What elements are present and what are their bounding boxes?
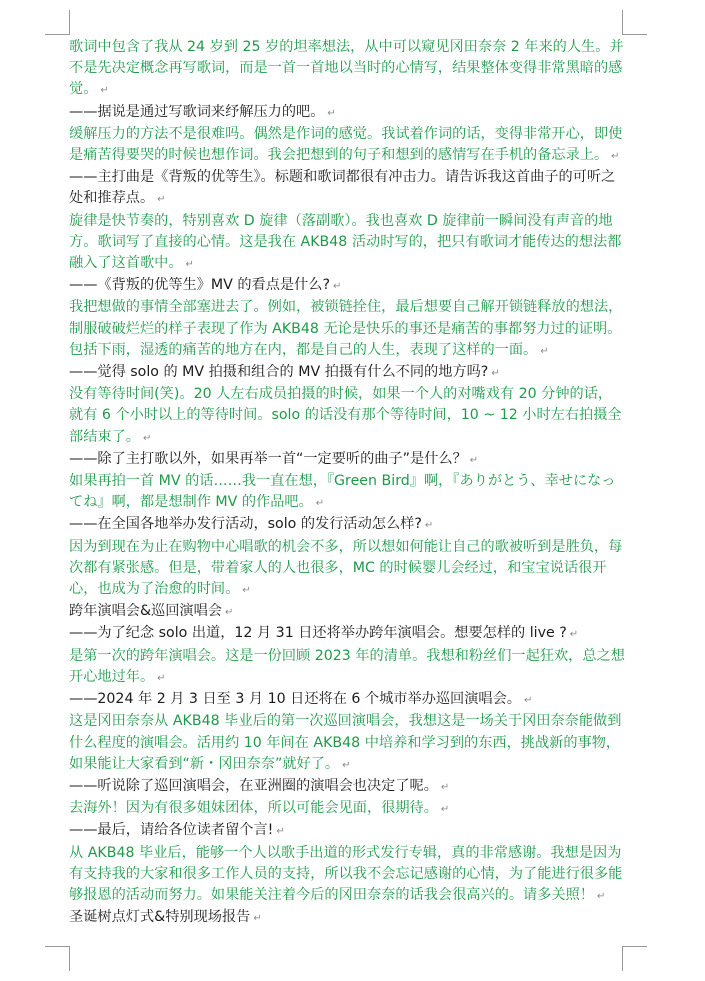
- answer-paragraph: 旋律是快节奏的，特别喜欢 D 旋律（落副歌）。我也喜欢 D 旋律前一瞬间没有声音的地方。歌词写了直接的心情。这是我在 AKB48 活动时写的，把只有歌词才能传达的想法都融入了这首歌中。 ↵: [69, 212, 622, 272]
- question-paragraph: ——除了主打歌以外，如果再举一首“一定要听的曲子”是什么？ ↵: [69, 450, 479, 467]
- paragraph-mark: ↵: [440, 804, 450, 816]
- answer-paragraph: 如果再拍一首 MV 的话……我一直在想，『Green Bird』啊，『ありがとう、幸せになってね』啊，都是想制作 MV 的作品吧。 ↵: [69, 473, 616, 511]
- answer-paragraph: 从 AKB48 毕业后，能够一个人以歌手出道的形式发行专辑，真的非常感谢。我想是因为有支持我的大家和很多工作人员的支持，所以我不会忘记感谢的心情，为了能进行很多能够报恩的活动而努力。如果能关注着今后的冈田奈奈的话我会很高兴的。请多关照！ ↵: [69, 844, 623, 903]
- paragraph-mark: ↵: [440, 781, 450, 793]
- paragraph-mark: ↵: [315, 498, 325, 510]
- paragraph-mark: ↵: [342, 759, 351, 771]
- paragraph-mark: ↵: [611, 151, 620, 163]
- question-paragraph: ——为了纪念 solo 出道，12 月 31 日还将举办跨年演唱会。想要怎样的 live ? ↵: [69, 625, 579, 642]
- question-paragraph: ——觉得 solo 的 MV 拍摄和组合的 MV 拍摄有什么不同的地方吗? ↵: [69, 364, 500, 381]
- answer-paragraph: 因为到现在为止在购物中心唱歌的机会不多，所以想如何能让自己的歌被听到是胜负，每次都有紧张感。但是，带着家人的人也很多，MC 的时候婴儿会经过，和宝宝说话很开心，也成为了治愈的时间。 ↵: [69, 538, 623, 598]
- answer-paragraph: 没有等待时间(笑)。20 人左右成员拍摄的时候，如果一个人的对嘴戏有 20 分钟的话，就有 6 个小时以上的等待时间。solo 的话没有那个等待时间，10 ~ 12 小时左右拍摄全部结束了。 ↵: [69, 386, 622, 445]
- paragraph-mark: ↵: [596, 890, 606, 902]
- section-heading: 跨年演唱会&巡回演唱会 ↵: [69, 603, 234, 620]
- paragraph-mark: ↵: [569, 629, 579, 641]
- question-paragraph: ——听说除了巡回演唱会，在亚洲圈的演唱会也决定了呢。 ↵: [69, 777, 450, 794]
- answer-paragraph: 歌词中包含了我从 24 岁到 25 岁的坦率想法，从中可以窥见冈田奈奈 2 年来的人生。并不是先决定概念再写歌词，而是一首一首地以当时的心情写，结果整体变得非常黑暗的感觉。 ↵: [69, 39, 624, 98]
- crop-mark-bottom-right: [622, 946, 647, 971]
- paragraph-mark: ↵: [242, 585, 251, 597]
- paragraph-mark: ↵: [333, 281, 342, 293]
- paragraph-mark: ↵: [524, 695, 533, 707]
- paragraph-mark: ↵: [100, 85, 109, 97]
- answer-paragraph: 这是冈田奈奈从 AKB48 毕业后的第一次巡回演唱会，我想这是一场关于冈田奈奈能做到什么程度的演唱会。活用约 10 年间在 AKB48 中培养和学习到的东西，挑战新的事物，如果能让大家看到“新・冈田奈奈”就好了。 ↵: [69, 713, 622, 772]
- paragraph-mark: ↵: [157, 194, 166, 206]
- answer-paragraph: 是第一次的跨年演唱会。这是一份回顾 2023 年的清单。我想和粉丝们一起狂欢，总之想开心地过年。 ↵: [69, 647, 625, 685]
- crop-mark-bottom-left: [45, 946, 70, 971]
- question-paragraph: ——2024 年 2 月 3 日至 3 月 10 日还将在 6 个城市举办巡回演唱会。 ↵: [69, 691, 533, 708]
- paragraph-mark: ↵: [276, 826, 285, 838]
- question-paragraph: ——最后，请给各位读者留个言! ↵: [69, 822, 285, 839]
- paragraph-mark: ↵: [540, 345, 549, 357]
- document-page: [69, 37, 625, 929]
- paragraph-mark: ↵: [185, 259, 194, 271]
- question-paragraph: ——在全国各地举办发行活动，solo 的发行活动怎么样? ↵: [69, 516, 434, 533]
- answer-paragraph: 我把想做的事情全部塞进去了。例如，被锁链拴住，最后想要自己解开锁链释放的想法，制服破破烂烂的样子表现了作为 AKB48 无论是快乐的事还是痛苦的事都努力过的证明。包括下雨，湿透的痛苦的地方在内，都是自己的人生，表现了这样的一面。 ↵: [69, 299, 623, 358]
- paragraph-mark: ↵: [327, 107, 336, 119]
- crop-mark-top-right: [622, 10, 647, 35]
- section-heading: 圣诞树点灯式&特别现场报告 ↵: [69, 909, 262, 926]
- paragraph-mark: ↵: [142, 432, 152, 444]
- paragraph-mark: ↵: [157, 672, 166, 684]
- paragraph-mark: ↵: [224, 607, 234, 619]
- paragraph-mark: ↵: [253, 913, 262, 925]
- paragraph-mark: ↵: [424, 520, 434, 532]
- crop-mark-top-left: [45, 10, 70, 35]
- question-paragraph: ——据说是通过写歌词来纾解压力的吧。 ↵: [69, 103, 336, 120]
- paragraph-mark: ↵: [469, 454, 479, 466]
- question-paragraph: ——主打曲是《背叛的优等生》。标题和歌词都很有冲击力。请告诉我这首曲子的可听之处和推荐点。 ↵: [69, 169, 616, 207]
- answer-paragraph: 去海外！因为有很多姐妹团体，所以可能会见面，很期待。 ↵: [69, 800, 450, 817]
- paragraph-mark: ↵: [491, 368, 500, 380]
- answer-paragraph: 缓解压力的方法不是很难吗。偶然是作词的感觉。我试着作词的话，变得非常开心，即使是痛苦得要哭的时候也想作词。我会把想到的句子和想到的感情写在手机的备忘录上。 ↵: [69, 125, 623, 164]
- question-paragraph: ——《背叛的优等生》MV 的看点是什么? ↵: [69, 277, 342, 294]
